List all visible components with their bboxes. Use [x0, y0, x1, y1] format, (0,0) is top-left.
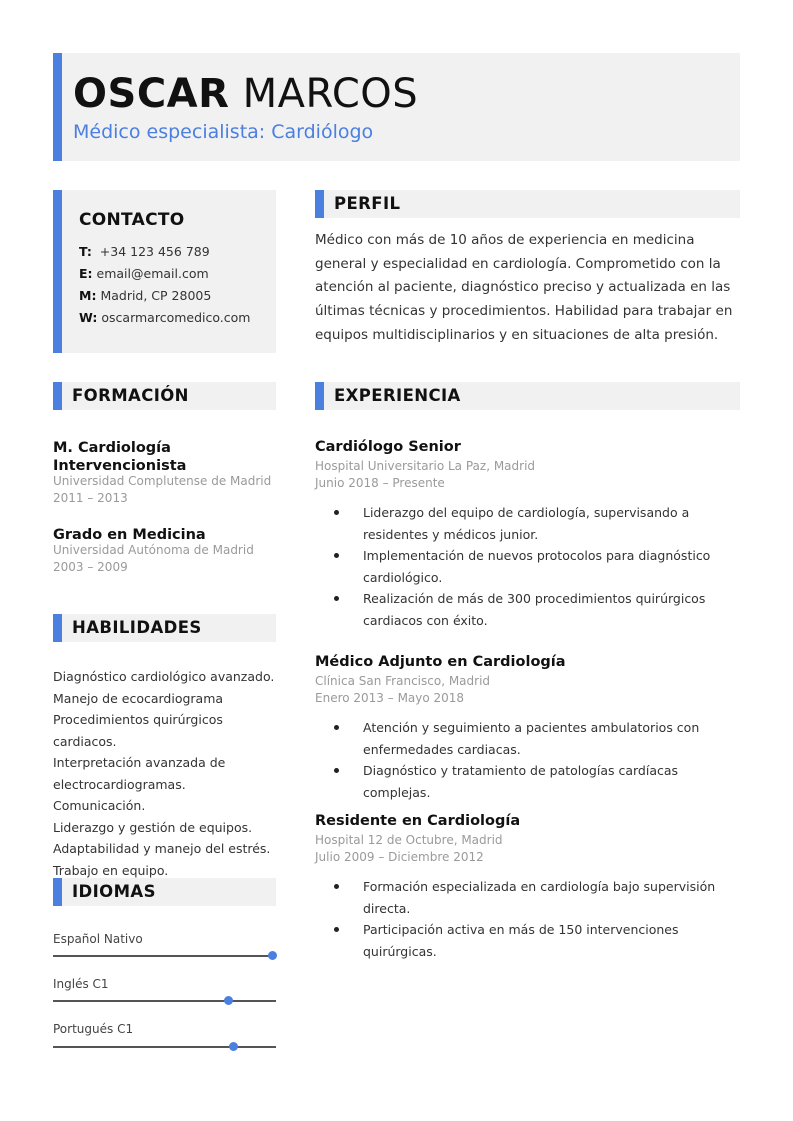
contact-email-value: email@email.com — [96, 266, 209, 281]
languages-heading-bar — [53, 878, 276, 906]
language-level-bar-2 — [53, 1000, 276, 1002]
language-level-bar-3 — [53, 1046, 276, 1048]
contact-address-label: M: — [79, 288, 97, 303]
skill-item: Interpretación avanzada de electrocardiogramas. — [53, 755, 226, 792]
languages-heading: IDIOMAS — [72, 882, 156, 901]
education-heading-bar — [53, 382, 276, 410]
contact-website-value: oscarmarcomedico.com — [101, 310, 251, 325]
language-level-marker-1 — [268, 951, 277, 960]
language-level-marker-2 — [224, 996, 233, 1005]
job-title: Médico especialista: Cardiólogo — [73, 121, 374, 143]
contact-address — [79, 288, 211, 303]
skill-item: Procedimientos quirúrgicos cardiacos. — [53, 712, 223, 749]
contact-section — [53, 190, 276, 353]
skills-list — [53, 666, 283, 881]
resume-header — [53, 53, 740, 161]
experience-place-1: Hospital Universitario La Paz, Madrid — [315, 459, 536, 473]
experience-dates-2: Enero 2013 – Mayo 2018 — [315, 691, 465, 705]
experience-dates-3: Julio 2009 – Diciembre 2012 — [315, 850, 484, 864]
contact-phone-label: T: — [79, 244, 92, 259]
contact-address-value: Madrid, CP 28005 — [100, 288, 212, 303]
experience-bullet: Participación activa en más de 150 intervenciones quirúrgicas. — [315, 919, 745, 962]
contact-heading: CONTACTO — [79, 210, 185, 230]
skill-item: Adaptabilidad y manejo del estrés. — [53, 841, 271, 856]
language-name-2: Inglés C1 — [53, 977, 109, 991]
experience-bullet: Formación especializada en cardiología bajo supervisión directa. — [315, 876, 745, 919]
language-name-1: Español Nativo — [53, 932, 143, 946]
first-name: OSCAR — [73, 71, 230, 117]
education-title-1: M. Cardiología Intervencionista — [53, 440, 187, 474]
contact-website-label: W: — [79, 310, 98, 325]
education-heading: FORMACIÓN — [72, 386, 189, 405]
skill-item: Comunicación. — [53, 798, 146, 813]
contact-phone-value: +34 123 456 789 — [99, 244, 210, 259]
skill-item: Manejo de ecocardiograma — [53, 690, 224, 706]
skills-heading-bar — [53, 614, 276, 642]
contact-email-label: E: — [79, 266, 93, 281]
education-title-2: Grado en Medicina — [53, 527, 206, 543]
experience-bullet: Implementación de nuevos protocolos para diagnóstico cardiológico. — [315, 545, 745, 588]
skill-item: Liderazgo y gestión de equipos. — [53, 819, 253, 835]
education-dates-1: 2011 – 2013 — [53, 491, 128, 505]
experience-bullet: Realización de más de 300 procedimientos quirúrgicos cardiacos con éxito. — [315, 588, 745, 631]
experience-heading-bar — [315, 382, 740, 410]
skill-item: Trabajo en equipo. — [53, 862, 169, 878]
experience-place-3: Hospital 12 de Octubre, Madrid — [315, 833, 503, 847]
profile-text: Médico con más de 10 años de experiencia en medicina general y especialidad en cardiología. Comprometido con la atención al paciente, diagnóstico preciso y actualizada en las últimas técnicas y procedimientos. Habilidad para trabajar en equipos multidisciplinarios y en situaciones de alta presión. — [315, 232, 733, 343]
skills-heading: HABILIDADES — [72, 618, 202, 637]
experience-dates-1: Junio 2018 – Presente — [315, 476, 445, 490]
full-name — [73, 71, 418, 117]
experience-job-title-2: Médico Adjunto en Cardiología — [315, 654, 566, 670]
experience-job-title-3: Residente en Cardiología — [315, 813, 521, 829]
education-dates-2: 2003 – 2009 — [53, 560, 128, 574]
language-level-bar-1 — [53, 955, 276, 957]
education-school-1: Universidad Complutense de Madrid — [53, 474, 272, 488]
experience-heading: EXPERIENCIA — [334, 386, 461, 405]
language-level-marker-3 — [229, 1042, 238, 1051]
profile-heading-bar — [315, 190, 740, 218]
experience-bullets-3 — [315, 876, 745, 962]
experience-bullet: Atención y seguimiento a pacientes ambulatorios con enfermedades cardiacas. — [315, 717, 745, 760]
experience-bullet: Liderazgo del equipo de cardiología, supervisando a residentes y médicos junior. — [315, 502, 745, 545]
experience-bullets-2 — [315, 717, 745, 803]
experience-place-2: Clínica San Francisco, Madrid — [315, 674, 491, 688]
language-name-3: Portugués C1 — [53, 1022, 134, 1036]
education-school-2: Universidad Autónoma de Madrid — [53, 543, 254, 557]
experience-job-title-1: Cardiólogo Senior — [315, 439, 461, 455]
contact-website — [79, 310, 250, 325]
contact-phone — [79, 244, 210, 259]
experience-bullet: Diagnóstico y tratamiento de patologías cardíacas complejas. — [315, 760, 745, 803]
skill-item: Diagnóstico cardiológico avanzado. — [53, 669, 275, 684]
profile-heading: PERFIL — [334, 194, 401, 213]
last-name: MARCOS — [242, 71, 419, 117]
experience-bullets-1 — [315, 502, 745, 631]
contact-email — [79, 266, 209, 281]
